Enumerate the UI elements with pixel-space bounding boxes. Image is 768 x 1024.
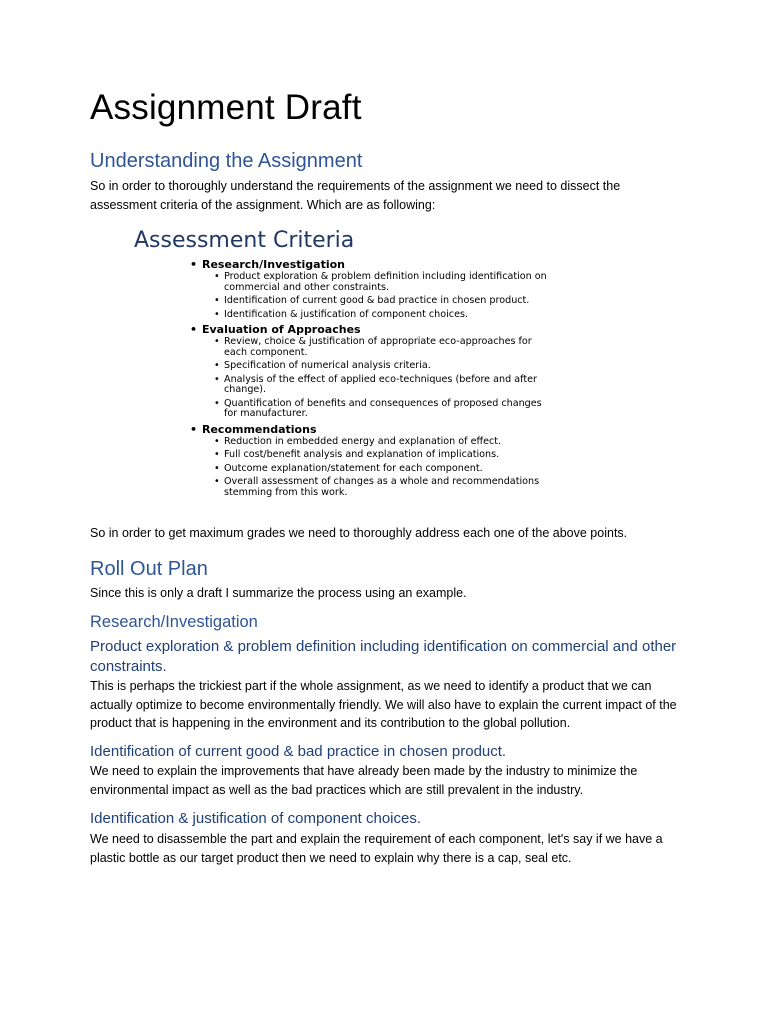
- rollout-subheading: Research/Investigation: [90, 613, 258, 631]
- criteria-item: • Identification of current good & bad practice in chosen product.: [224, 296, 554, 307]
- section-heading-component-choices: Identification & justification of component choices.: [90, 810, 422, 827]
- understanding-intro: So in order to thoroughly understand the requirements of the assignment we need to dissect the assessment criteria of the assignment. Which are as following:: [90, 179, 621, 212]
- criteria-item: • Outcome explanation/statement for each component.: [224, 464, 554, 475]
- criteria-item: • Overall assessment of changes as a whole and recommendations stemming from this work.: [224, 477, 554, 498]
- section-body-product-exploration: This is perhaps the trickiest part if the whole assignment, as we need to identify a product that we can actually optimize to become environmentally friendly. We will also have to explain the current impact of the product that is happening in the environment and its contribution to the global pollution.: [90, 679, 677, 730]
- criteria-item: • Product exploration & problem definition including identification on commercial and other constraints.: [224, 272, 554, 293]
- criteria-group-heading: • Evaluation of Approaches: [190, 323, 594, 337]
- criteria-group-heading: • Recommendations: [190, 423, 594, 437]
- after-criteria-text: So in order to get maximum grades we need to thoroughly address each one of the above points.: [90, 526, 628, 540]
- criteria-group-evaluation: [190, 323, 594, 420]
- criteria-item: • Specification of numerical analysis criteria.: [224, 361, 554, 372]
- criteria-group-recommendations: [190, 423, 594, 499]
- assessment-criteria-figure: [134, 228, 594, 503]
- rollout-intro: Since this is only a draft I summarize the process using an example.: [90, 586, 467, 600]
- criteria-group-research: [190, 258, 594, 320]
- criteria-title: Assessment Criteria: [134, 228, 355, 253]
- criteria-item: • Full cost/benefit analysis and explanation of implications.: [224, 450, 554, 461]
- section-heading-good-bad-practice: Identification of current good & bad practice in chosen product.: [90, 743, 507, 760]
- criteria-item: • Quantification of benefits and consequences of proposed changes for manufacturer.: [224, 399, 554, 420]
- understanding-heading: Understanding the Assignment: [90, 150, 363, 172]
- criteria-group-heading: • Research/Investigation: [190, 258, 594, 272]
- criteria-item: • Review, choice & justification of appropriate eco-approaches for each component.: [224, 337, 554, 358]
- section-body-good-bad-practice: We need to explain the improvements that have already been made by the industry to minimize the environmental impact as well as the bad practices which are still prevalent in the industry.: [90, 764, 638, 797]
- criteria-item: • Identification & justification of component choices.: [224, 310, 554, 321]
- section-body-component-choices: We need to disassemble the part and explain the requirement of each component, let's say if we have a plastic bottle as our target product then we need to explain why there is a cap, seal etc.: [90, 832, 663, 865]
- document-title: Assignment Draft: [90, 88, 362, 127]
- rollout-heading: Roll Out Plan: [90, 558, 208, 580]
- criteria-item: • Reduction in embedded energy and explanation of effect.: [224, 437, 554, 448]
- criteria-item: • Analysis of the effect of applied eco-techniques (before and after change).: [224, 375, 554, 396]
- section-heading-product-exploration: Product exploration & problem definition including identification on commercial and other constraints.: [90, 638, 677, 675]
